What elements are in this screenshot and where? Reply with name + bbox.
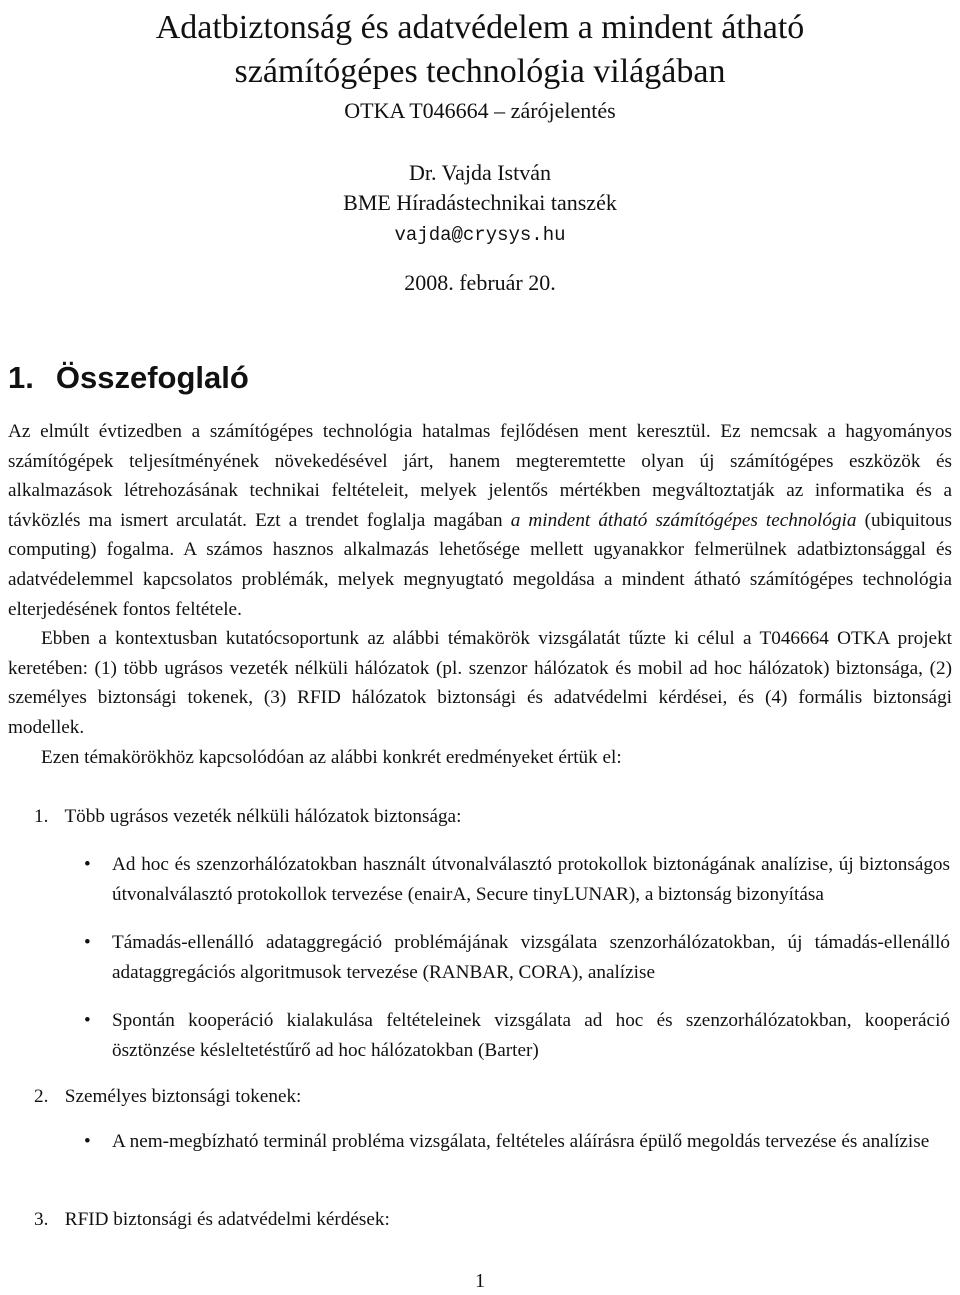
paragraph-1: Az elmúlt évtizedben a számítógépes technológia hatalmas fejlődésen ment keresztül. Ez nemcsak a hagyományos számítógépek teljesítményének növekedésével járt, hanem megteremtette olyan új számítógépes eszközök és alkalmazások létrehozásának technikai feltételeit, melyek jelentős mértékben megváltoztatják az informatika és a távközlés ma ismert arculatát. Ezt a trendet foglalja magában a mindent átható számítógépes technológia (ubiquitous computing) fogalma. A számos hasznos alkalmazás lehetősége mellett ugyanakkor felmerülnek adatbiztonsággal és adatvédelemmel kapcsolatos problémák, melyek megnyugtató megoldása a mindent átható számítógépes technológia elterjedésének fontos feltétele. <box>8 421 952 620</box>
list-number: 1. <box>34 806 49 827</box>
section-number: 1. <box>8 360 34 395</box>
report-subtitle: OTKA T046664 – zárójelentés <box>344 98 616 123</box>
paragraph-3: Ezen témakörökhöz kapcsolódóan az alábbi konkrét eredményeket értük el: <box>41 746 622 768</box>
page-number: 1 <box>475 1270 485 1292</box>
list-label: Több ugrásos vezeték nélküli hálózatok biztonsága: <box>64 806 462 827</box>
author-name: Dr. Vajda István <box>409 160 551 185</box>
report-date: 2008. február 20. <box>404 270 556 295</box>
paragraph-2: Ebben a kontextusban kutatócsoportunk az alábbi témakörök vizsgálatát tűzte ki célul a T046664 OTKA projekt keretében: (1) több ugrásos vezeték nélküli hálózatok (pl. szenzor hálózatok és mobil ad hoc hálózatok) biztonsága, (2) személyes biztonsági tokenek, (3) RFID hálózatok biztonsági és adatvédelmi kérdései, és (4) formális biztonsági modellek. <box>8 628 952 738</box>
list-item <box>34 802 461 832</box>
author-email[interactable]: vajda@crysys.hu <box>394 224 566 246</box>
bullet-icon: • <box>84 1010 91 1032</box>
bullet-item: • Spontán kooperáció kialakulása feltételeinek vizsgálata ad hoc és szenzorhálózatokban, kooperáció ösztönzése késleltetéstűrő ad hoc hálózatokban (Barter) <box>84 1006 950 1065</box>
title-line-1: Adatbiztonság és adatvédelem a mindent átható <box>155 9 805 46</box>
title-line-2: számítógépes technológia világában <box>234 53 726 90</box>
list-label: Személyes biztonsági tokenek: <box>64 1086 302 1107</box>
bullet-icon: • <box>84 854 91 875</box>
bullet-item: • Ad hoc és szenzorhálózatokban használt útvonalválasztó protokollok biztonágának analízise, új biztonságos útvonalválasztó protokollok tervezése (enairA, Secure tinyLUNAR), a biztonság bizonyítása <box>84 850 950 909</box>
bullet-list <box>84 850 950 1066</box>
paper-title <box>0 6 960 94</box>
section-heading <box>8 360 249 396</box>
summary-body <box>8 417 952 772</box>
bullet-item: • A nem-megbízható terminál probléma vizsgálata, feltételes aláírásra épülő megoldás tervezése és analízise <box>84 1127 950 1157</box>
list-number: 3. <box>34 1209 49 1230</box>
list-number: 2. <box>34 1086 49 1107</box>
bullet-icon: • <box>84 932 91 954</box>
list-label: RFID biztonsági és adatvédelmi kérdések: <box>64 1209 390 1230</box>
bullet-icon: • <box>84 1131 91 1152</box>
list-item <box>34 1082 301 1112</box>
bullet-item: • Támadás-ellenálló adataggregáció problémájának vizsgálata szenzorhálózatokban, új támadás-ellenálló adataggregációs algoritmusok tervezése (RANBAR, CORA), analízise <box>84 928 950 987</box>
bullet-list <box>84 1127 950 1157</box>
section-title: Összefoglaló <box>55 360 249 395</box>
list-item <box>34 1205 390 1235</box>
emphasis-term: a mindent átható számítógépes technológia <box>510 509 857 531</box>
author-affiliation: BME Híradástechnikai tanszék <box>343 190 617 215</box>
